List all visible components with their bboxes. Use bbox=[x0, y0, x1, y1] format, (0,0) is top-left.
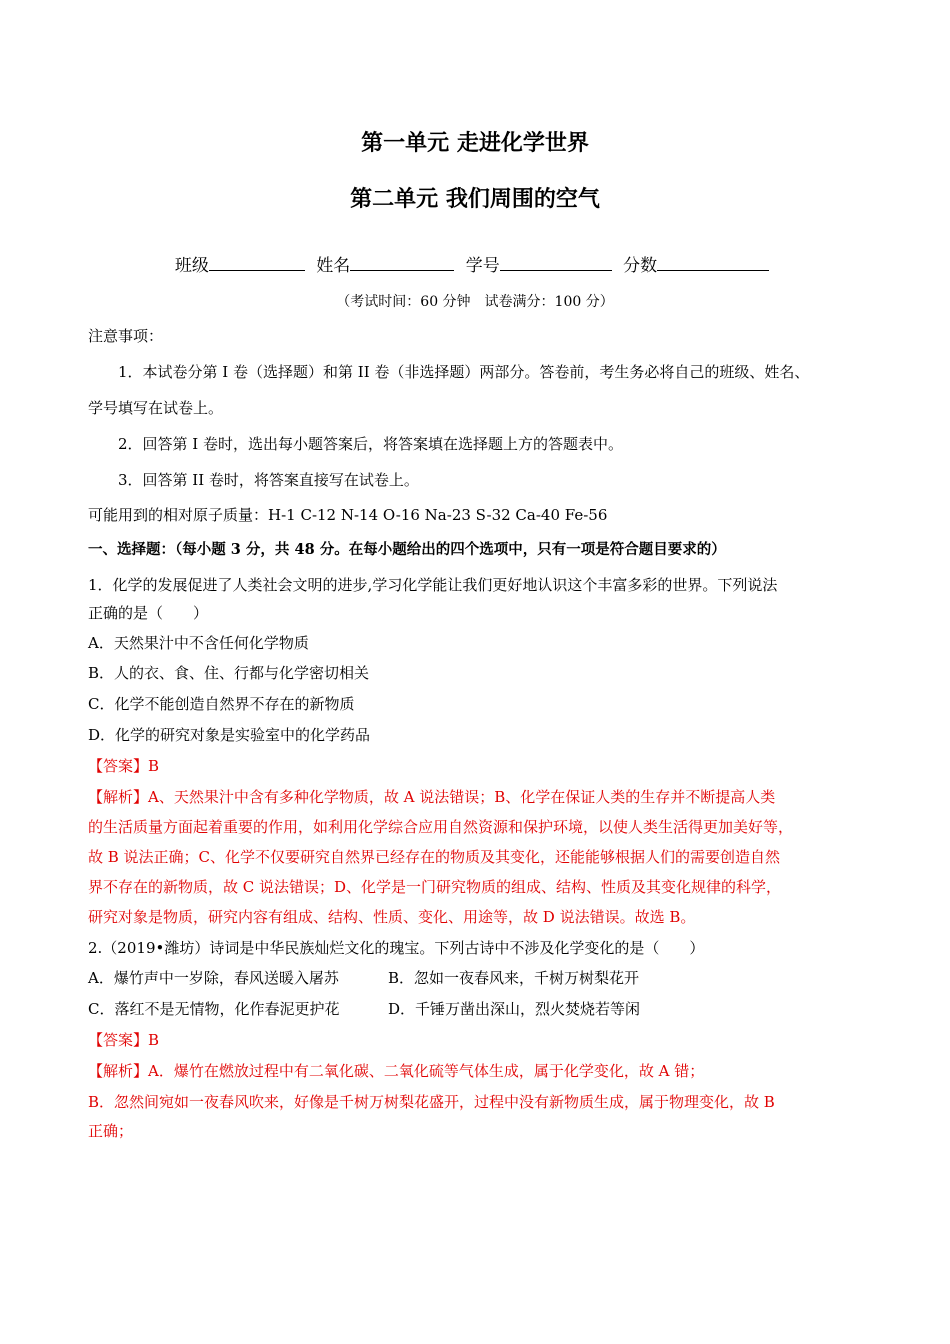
q2-analysis-tag: 【解析】 bbox=[88, 1062, 149, 1080]
q1-option-a: A．天然果汁中不含任何化学物质 bbox=[88, 634, 309, 652]
unit-2-title: 第二单元 我们周围的空气 bbox=[350, 187, 600, 212]
q2-answer bbox=[88, 1030, 878, 1050]
q1-stem-line-1: 1．化学的发展促进了人类社会文明的进步,学习化学能让我们更好地认识这个丰富多彩的世界。下列说法 bbox=[88, 576, 778, 594]
q2-option-a: A．爆竹声中一岁除，春风送暖入屠苏 bbox=[88, 969, 339, 987]
q1-answer-value: B bbox=[148, 757, 160, 775]
q1-answer-tag: 【答案】 bbox=[88, 757, 149, 775]
q2-analysis-line-1 bbox=[88, 1061, 878, 1081]
student-id-blank[interactable] bbox=[500, 253, 612, 271]
q1-analysis-line-5: 研究对象是物质，研究内容有组成、结构、性质、变化、用途等，故 D 说法错误。故选 B。 bbox=[88, 908, 696, 926]
atomic-mass-note: 可能用到的相对原子质量：H-1 C-12 N-14 O-16 Na-23 S-32 Ca-40 Fe-56 bbox=[88, 506, 608, 524]
q1-analysis-line-3: 故 B 说法正确；C、化学不仅要研究自然界已经存在的物质及其变化，还能能够根据人们的需要创造自然 bbox=[88, 848, 781, 866]
q2-analysis-line-2: B．忽然间宛如一夜春风吹来，好像是千树万树梨花盛开，过程中没有新物质生成，属于物理变化，故 B bbox=[88, 1093, 775, 1111]
q2-stem: 2.（2019•潍坊）诗词是中华民族灿烂文化的瑰宝。下列古诗中不涉及化学变化的是（ ） bbox=[88, 939, 705, 957]
note-1-line-2: 学号填写在试卷上。 bbox=[88, 399, 224, 417]
q2-option-d: D．千锤万凿出深山，烈火焚烧若等闲 bbox=[388, 1000, 641, 1018]
score-label: 分数 bbox=[623, 256, 658, 276]
exam-time: （考试时间：60 分钟 试卷满分：100 分） bbox=[336, 294, 614, 310]
q2-option-c: C．落红不是无情物，化作春泥更护花 bbox=[88, 1000, 340, 1018]
q2-answer-value: B bbox=[148, 1031, 160, 1049]
q2-analysis-line-3: 正确； bbox=[88, 1122, 134, 1140]
class-label: 班级 bbox=[174, 256, 209, 276]
q2-option-b: B．忽如一夜春风来，千树万树梨花开 bbox=[388, 969, 640, 987]
q1-analysis-tag: 【解析】 bbox=[88, 788, 149, 806]
q1-analysis-line-2: 的生活质量方面起着重要的作用，如利用化学综合应用自然资源和保护环境，以使人类生活得更加美好等， bbox=[88, 818, 794, 836]
q1-analysis-line-1 bbox=[88, 787, 878, 807]
q1-stem-line-2: 正确的是（ ） bbox=[88, 604, 209, 622]
name-label: 姓名 bbox=[316, 256, 351, 276]
section-1-heading: 一、选择题：（每小题 3 分，共 48 分。在每小题给出的四个选项中，只有一项是符合题目要求的） bbox=[88, 541, 726, 558]
q1-option-b: B．人的衣、食、住、行都与化学密切相关 bbox=[88, 664, 370, 682]
name-blank[interactable] bbox=[350, 253, 454, 271]
q2-answer-tag: 【答案】 bbox=[88, 1031, 149, 1049]
student-info-line bbox=[0, 251, 950, 276]
class-blank[interactable] bbox=[209, 253, 305, 271]
notes-heading: 注意事项： bbox=[88, 327, 164, 345]
student-id-label: 学号 bbox=[465, 256, 500, 276]
q2-analysis-text-1: A．爆竹在燃放过程中有二氧化碳、二氧化硫等气体生成，属于化学变化，故 A 错； bbox=[148, 1062, 705, 1080]
note-2: 2．回答第 I 卷时，选出每小题答案后，将答案填在选择题上方的答题表中。 bbox=[118, 435, 624, 453]
note-3: 3．回答第 II 卷时，将答案直接写在试卷上。 bbox=[118, 471, 419, 489]
q1-option-c: C．化学不能创造自然界不存在的新物质 bbox=[88, 695, 355, 713]
score-blank[interactable] bbox=[657, 253, 769, 271]
q1-answer bbox=[88, 756, 878, 776]
unit-1-title: 第一单元 走进化学世界 bbox=[361, 131, 589, 156]
q1-analysis-text-1: A、天然果汁中含有多种化学物质，故 A 说法错误；B、化学在保证人类的生存并不断提高人类 bbox=[148, 788, 776, 806]
q1-analysis-line-4: 界不存在的新物质，故 C 说法错误；D、化学是一门研究物质的组成、结构、性质及其变化规律的科学， bbox=[88, 878, 782, 896]
q1-option-d: D．化学的研究对象是实验室中的化学药品 bbox=[88, 726, 371, 744]
note-1-line-1: 1．本试卷分第 I 卷（选择题）和第 II 卷（非选择题）两部分。答卷前，考生务必将自己的班级、姓名、 bbox=[118, 363, 810, 381]
